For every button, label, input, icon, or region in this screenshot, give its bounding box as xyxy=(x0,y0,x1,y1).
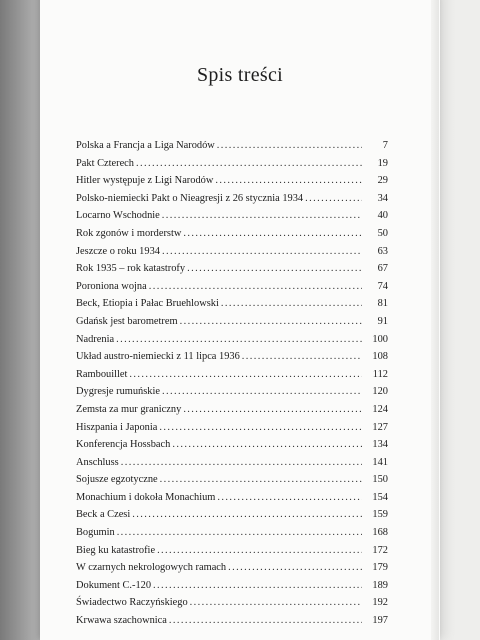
toc-entry-page-number: 127 xyxy=(372,421,388,433)
toc-entry-title: Jeszcze o roku 1934 xyxy=(76,245,160,257)
toc-entry-title: Rok zgonów i morderstw xyxy=(76,227,182,239)
dot-leader xyxy=(190,597,362,608)
toc-entry-page-number: 172 xyxy=(372,544,388,556)
toc-entry-title: Rambouillet xyxy=(76,368,128,380)
toc-entry-page-number: 168 xyxy=(372,527,388,539)
toc-entry xyxy=(76,545,388,563)
page-title: Spis treści xyxy=(196,64,284,86)
toc-entry-page-number: 120 xyxy=(372,386,388,398)
toc-entry-page-number: 150 xyxy=(372,474,388,486)
toc-entry-page-number: 197 xyxy=(372,615,388,627)
dot-leader xyxy=(183,404,362,415)
dot-leader xyxy=(169,615,362,626)
toc-entry-page-number: 91 xyxy=(377,315,388,327)
dot-leader xyxy=(217,140,362,151)
toc-entry xyxy=(76,422,388,440)
toc-entry xyxy=(76,158,388,176)
toc-entry-title: Hitler występuje z Ligi Narodów xyxy=(76,175,214,187)
toc-entry xyxy=(76,228,388,246)
toc-entry-title: Polsko-niemiecki Pakt o Nieagresji z 26 stycznia 1934 xyxy=(76,192,304,204)
dot-leader xyxy=(162,246,362,257)
toc-entry-page-number: 192 xyxy=(372,597,388,609)
dot-leader xyxy=(159,422,362,433)
toc-entry xyxy=(76,474,388,492)
dot-leader xyxy=(160,474,362,485)
toc-entry-title: Polska a Francja a Liga Narodów xyxy=(76,140,215,151)
toc-entry xyxy=(76,351,388,369)
toc-entry-title: Dokument C.-120 xyxy=(76,579,152,591)
toc-entry xyxy=(76,457,388,475)
table-of-contents xyxy=(76,140,388,633)
dot-leader xyxy=(121,457,362,468)
toc-entry-title: Sojusze egzotyczne xyxy=(76,474,158,486)
toc-entry-title: Locarno Wschodnie xyxy=(76,210,160,222)
toc-entry-title: Świadectwo Raczyńskiego xyxy=(76,597,188,609)
toc-entry-page-number: 100 xyxy=(372,333,388,345)
toc-entry xyxy=(76,140,388,158)
toc-entry-title: Monachium i dokoła Monachium xyxy=(76,491,216,503)
toc-entry xyxy=(76,597,388,615)
dot-leader xyxy=(183,228,362,239)
dot-leader xyxy=(180,316,362,327)
dot-leader xyxy=(116,334,362,345)
toc-entry xyxy=(76,492,388,510)
toc-entry xyxy=(76,580,388,598)
toc-entry xyxy=(76,527,388,545)
toc-entry-page-number: 81 xyxy=(377,298,388,310)
toc-entry-title: Bieg ku katastrofie xyxy=(76,544,156,556)
toc-entry-title: Dygresje rumuńskie xyxy=(76,386,160,398)
toc-entry-page-number: 7 xyxy=(382,140,388,151)
toc-entry xyxy=(76,369,388,387)
dot-leader xyxy=(149,281,362,292)
toc-entry xyxy=(76,210,388,228)
toc-entry xyxy=(76,615,388,633)
toc-entry-title: Gdańsk jest barometrem xyxy=(76,315,178,327)
toc-entry-title: Pakt Czterech xyxy=(76,157,134,169)
toc-entry xyxy=(76,193,388,211)
toc-entry-page-number: 134 xyxy=(372,439,388,451)
toc-entry xyxy=(76,404,388,422)
book-spine-edge xyxy=(0,0,44,640)
toc-entry-title: Beck a Czesi xyxy=(76,509,131,521)
toc-entry-page-number: 179 xyxy=(372,562,388,574)
toc-entry-title: Konferencja Hossbach xyxy=(76,439,171,451)
dot-leader xyxy=(132,509,362,520)
dot-leader xyxy=(172,439,362,450)
toc-entry-page-number: 154 xyxy=(372,491,388,503)
toc-entry-title: Zemsta za mur graniczny xyxy=(76,403,182,415)
toc-entry xyxy=(76,439,388,457)
toc-entry-page-number: 74 xyxy=(377,280,388,292)
dot-leader xyxy=(136,158,362,169)
toc-entry xyxy=(76,246,388,264)
toc-entry-page-number: 63 xyxy=(377,245,388,257)
toc-entry-title: W czarnych nekrologowych ramach xyxy=(76,562,227,574)
toc-entry-page-number: 29 xyxy=(377,175,388,187)
toc-entry-page-number: 40 xyxy=(377,210,388,222)
toc-entry-page-number: 141 xyxy=(372,456,388,468)
dot-leader xyxy=(187,263,362,274)
toc-entry xyxy=(76,509,388,527)
dot-leader xyxy=(217,492,362,503)
dot-leader xyxy=(305,193,362,204)
dot-leader xyxy=(129,369,362,380)
toc-entry-title: Beck, Etiopia i Pałac Bruehlowski xyxy=(76,298,219,310)
page-edge xyxy=(431,0,439,640)
dot-leader xyxy=(162,210,362,221)
toc-entry-page-number: 124 xyxy=(372,403,388,415)
toc-entry-title: Nadrenia xyxy=(76,333,115,345)
toc-entry-title: Układ austro-niemiecki z 11 lipca 1936 xyxy=(76,351,240,363)
toc-entry-title: Rok 1935 – rok katastrofy xyxy=(76,263,186,275)
toc-entry xyxy=(76,281,388,299)
dot-leader xyxy=(242,351,362,362)
dot-leader xyxy=(117,527,362,538)
toc-entry-page-number: 108 xyxy=(372,351,388,363)
toc-entry-title: Hiszpania i Japonia xyxy=(76,421,158,433)
toc-entry-page-number: 112 xyxy=(372,368,388,380)
toc-entry xyxy=(76,386,388,404)
toc-entry xyxy=(76,316,388,334)
dot-leader xyxy=(162,386,362,397)
toc-entry-page-number: 50 xyxy=(377,227,388,239)
dot-leader xyxy=(153,580,362,591)
toc-entry-title: Poroniona wojna xyxy=(76,280,147,292)
toc-entry-title: Bogumin xyxy=(76,527,115,539)
toc-entry xyxy=(76,175,388,193)
dot-leader xyxy=(228,562,362,573)
toc-entry xyxy=(76,263,388,281)
toc-entry-page-number: 67 xyxy=(377,263,388,275)
toc-entry-page-number: 34 xyxy=(377,192,388,204)
toc-entry xyxy=(76,562,388,580)
toc-entry-page-number: 19 xyxy=(377,157,388,169)
dot-leader xyxy=(215,175,362,186)
dot-leader xyxy=(221,298,362,309)
toc-entry xyxy=(76,334,388,352)
toc-entry xyxy=(76,298,388,316)
toc-entry-page-number: 189 xyxy=(372,579,388,591)
toc-entry-title: Krwawa szachownica xyxy=(76,615,167,627)
toc-entry-title: Anschluss xyxy=(76,456,119,468)
dot-leader xyxy=(157,545,362,556)
toc-entry-page-number: 159 xyxy=(372,509,388,521)
